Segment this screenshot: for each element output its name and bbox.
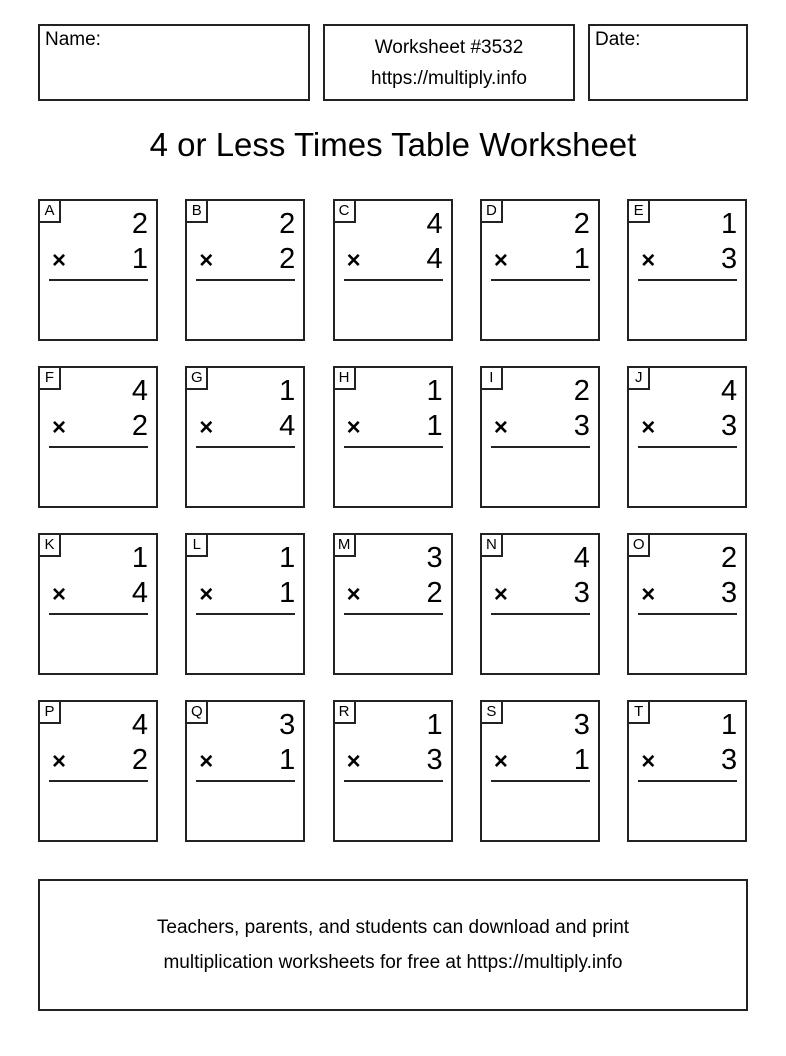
- problem-letter: S: [480, 700, 503, 724]
- problem-letter: P: [38, 700, 61, 724]
- multiplier: 4: [131, 577, 148, 609]
- problem-letter: B: [185, 199, 208, 223]
- problem-letter: O: [627, 533, 650, 557]
- problem-card[interactable]: [185, 700, 305, 842]
- problem-letter: R: [333, 700, 356, 724]
- answer-line: [638, 446, 737, 448]
- date-field[interactable]: [588, 24, 748, 101]
- problem-card[interactable]: [627, 533, 747, 675]
- multiplicand: 2: [279, 208, 296, 240]
- times-icon: ×: [641, 247, 656, 274]
- worksheet-website: https://multiply.info: [371, 67, 527, 89]
- answer-line: [196, 279, 295, 281]
- answer-line: [638, 613, 737, 615]
- answer-line: [638, 780, 737, 782]
- multiplicand: 2: [573, 208, 590, 240]
- problem-card[interactable]: [480, 366, 600, 508]
- problem-letter: N: [480, 533, 503, 557]
- multiplicand: 3: [426, 542, 443, 574]
- problem-card[interactable]: [38, 366, 158, 508]
- problem-letter: K: [38, 533, 61, 557]
- problem-letter: T: [627, 700, 650, 724]
- multiplier: 3: [426, 744, 443, 776]
- footer-box: [38, 879, 748, 1011]
- problem-letter: I: [480, 366, 503, 390]
- problem-letter: E: [627, 199, 650, 223]
- problem-letter: C: [333, 199, 356, 223]
- answer-line: [196, 780, 295, 782]
- worksheet-info-box: [323, 24, 575, 101]
- multiplier: 3: [573, 410, 590, 442]
- multiplicand: 4: [131, 709, 148, 741]
- multiplicand: 1: [279, 542, 296, 574]
- name-field[interactable]: [38, 24, 310, 101]
- times-icon: ×: [52, 247, 67, 274]
- footer-line-2: multiplication worksheets for free at https://multiply.info: [163, 952, 623, 973]
- multiplier: 3: [721, 410, 738, 442]
- times-icon: ×: [199, 748, 214, 775]
- problem-letter: F: [38, 366, 61, 390]
- problem-letter: G: [185, 366, 208, 390]
- multiplicand: 4: [573, 542, 590, 574]
- problem-letter: H: [333, 366, 356, 390]
- times-icon: ×: [493, 247, 508, 274]
- multiplicand: 3: [279, 709, 296, 741]
- problem-card[interactable]: [627, 700, 747, 842]
- date-label: Date:: [595, 29, 641, 50]
- times-icon: ×: [493, 581, 508, 608]
- answer-line: [49, 446, 148, 448]
- times-icon: ×: [346, 748, 361, 775]
- times-icon: ×: [641, 581, 656, 608]
- answer-line: [491, 613, 590, 615]
- problem-card[interactable]: [480, 199, 600, 341]
- answer-line: [196, 613, 295, 615]
- multiplier: 2: [131, 744, 148, 776]
- answer-line: [49, 780, 148, 782]
- answer-line: [49, 613, 148, 615]
- worksheet-number: Worksheet #3532: [374, 36, 524, 58]
- multiplier: 2: [426, 577, 443, 609]
- footer-line-1: Teachers, parents, and students can download and print: [156, 917, 630, 938]
- multiplicand: 1: [721, 709, 738, 741]
- answer-line: [491, 279, 590, 281]
- problem-card[interactable]: [333, 199, 453, 341]
- page-title: 4 or Less Times Table Worksheet: [149, 126, 637, 163]
- problem-card[interactable]: [627, 366, 747, 508]
- multiplier: 3: [573, 577, 590, 609]
- answer-line: [491, 446, 590, 448]
- times-icon: ×: [52, 581, 67, 608]
- problem-letter: Q: [185, 700, 208, 724]
- multiplicand: 1: [279, 375, 296, 407]
- answer-line: [344, 446, 443, 448]
- answer-line: [638, 279, 737, 281]
- multiplier: 1: [573, 744, 590, 776]
- answer-line: [344, 279, 443, 281]
- problem-card[interactable]: [627, 199, 747, 341]
- multiplier: 4: [426, 243, 443, 275]
- multiplicand: 1: [131, 542, 148, 574]
- answer-line: [344, 780, 443, 782]
- problem-card[interactable]: [185, 533, 305, 675]
- times-icon: ×: [346, 581, 361, 608]
- times-icon: ×: [641, 748, 656, 775]
- problem-card[interactable]: [480, 700, 600, 842]
- name-label: Name:: [45, 29, 101, 50]
- problem-card[interactable]: [480, 533, 600, 675]
- problem-card[interactable]: [185, 366, 305, 508]
- multiplier: 3: [721, 577, 738, 609]
- problem-card[interactable]: [38, 700, 158, 842]
- problem-letter: L: [185, 533, 208, 557]
- multiplicand: 2: [131, 208, 148, 240]
- problem-card[interactable]: [38, 533, 158, 675]
- times-icon: ×: [199, 581, 214, 608]
- times-icon: ×: [493, 748, 508, 775]
- problem-card[interactable]: [333, 700, 453, 842]
- multiplier: 4: [279, 410, 296, 442]
- answer-line: [491, 780, 590, 782]
- problem-letter: J: [627, 366, 650, 390]
- times-icon: ×: [52, 414, 67, 441]
- multiplier: 1: [131, 243, 148, 275]
- problem-letter: D: [480, 199, 503, 223]
- times-icon: ×: [346, 247, 361, 274]
- multiplicand: 4: [426, 208, 443, 240]
- multiplicand: 4: [721, 375, 738, 407]
- problem-letter: M: [333, 533, 356, 557]
- multiplicand: 2: [573, 375, 590, 407]
- problem-card[interactable]: [38, 199, 158, 341]
- times-icon: ×: [641, 414, 656, 441]
- answer-line: [49, 279, 148, 281]
- multiplier: 3: [721, 243, 738, 275]
- multiplier: 1: [279, 577, 296, 609]
- times-icon: ×: [346, 414, 361, 441]
- problem-card[interactable]: [333, 533, 453, 675]
- multiplier: 1: [573, 243, 590, 275]
- multiplier: 1: [279, 744, 296, 776]
- multiplier: 2: [279, 243, 296, 275]
- multiplicand: 1: [426, 709, 443, 741]
- problem-card[interactable]: [185, 199, 305, 341]
- times-icon: ×: [199, 247, 214, 274]
- multiplicand: 3: [573, 709, 590, 741]
- times-icon: ×: [199, 414, 214, 441]
- multiplicand: 1: [721, 208, 738, 240]
- problem-letter: A: [38, 199, 61, 223]
- answer-line: [344, 613, 443, 615]
- multiplier: 3: [721, 744, 738, 776]
- multiplicand: 4: [131, 375, 148, 407]
- problem-card[interactable]: [333, 366, 453, 508]
- answer-line: [196, 446, 295, 448]
- times-icon: ×: [52, 748, 67, 775]
- multiplier: 2: [131, 410, 148, 442]
- multiplier: 1: [426, 410, 443, 442]
- multiplicand: 1: [426, 375, 443, 407]
- times-icon: ×: [493, 414, 508, 441]
- multiplicand: 2: [721, 542, 738, 574]
